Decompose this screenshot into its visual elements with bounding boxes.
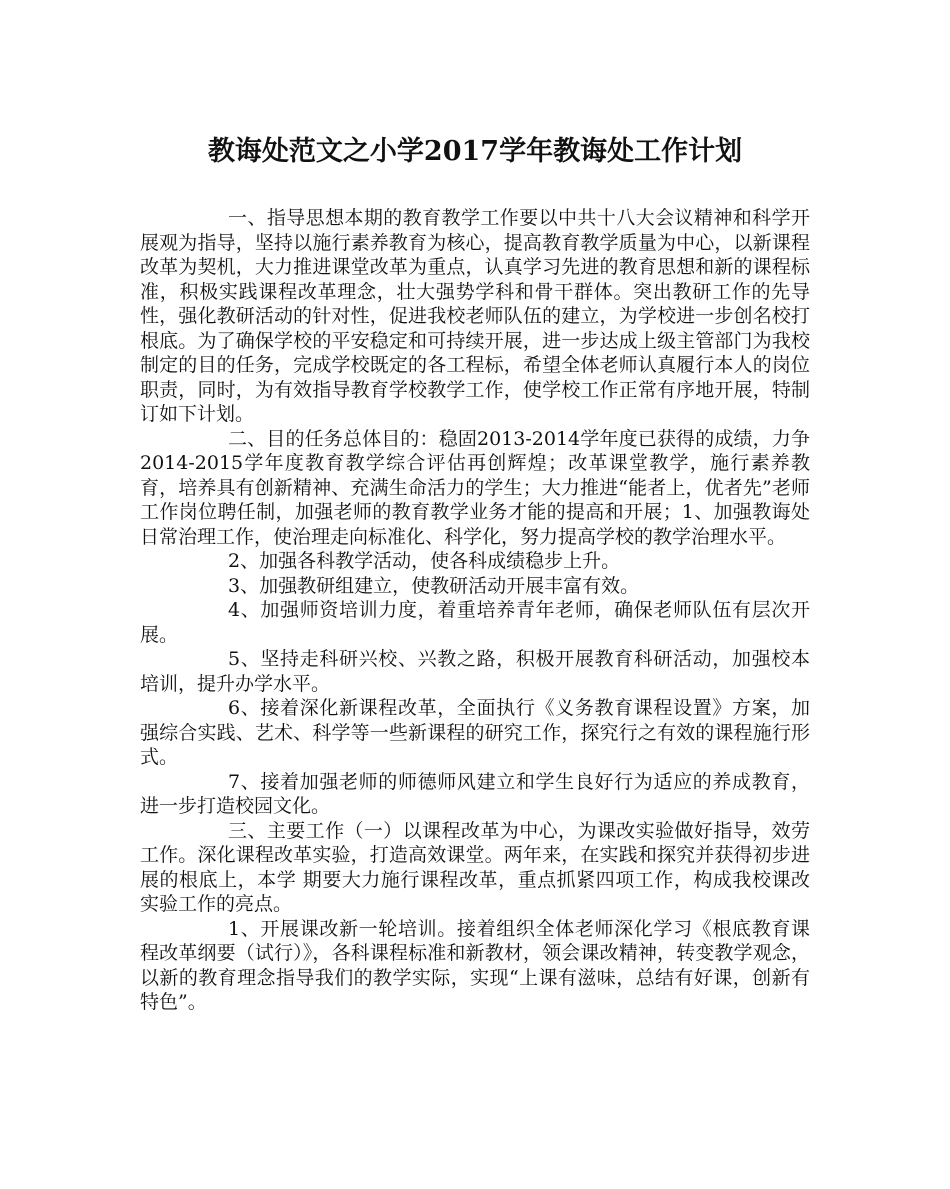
paragraph-main-work: 三、主要工作（一）以课程改革为中心，为课改实验做好指导，效劳工作。深化课程改革实验，打造高效课堂。两年来，在实践和探究并获得初步进展的根底上，本学 期要大力施行课程改革，重点抓紧四项工作，构成我校课改实验工作的亮点。: [140, 819, 810, 915]
paragraph-item-2: 2、加强各科教学活动，使各科成绩稳步上升。: [228, 550, 621, 572]
paragraph-item-5: 5、坚持走科研兴校、兴教之路，积极开展教育科研活动，加强校本培训，提升办学水平。: [140, 648, 810, 695]
paragraph-training: 1、开展课改新一轮培训。接着组织全体老师深化学习《根底教育课程改革纲要（试行）》，各科课程标准和新教材，领会课改精神，转变教学观念，以新的教育理念指导我们的教学实际，实现“上课有滋味，总结有好课，创新有特色”。: [140, 917, 810, 1013]
paragraph-item-4: 4、加强师资培训力度，着重培养青年老师，确保老师队伍有层次开展。: [140, 599, 810, 646]
paragraph-item-3: 3、加强教研组建立，使教研活动开展丰富有效。: [228, 574, 640, 597]
paragraph-guiding-ideology: 一、指导思想本期的教育教学工作要以中共十八大会议精神和科学开展观为指导，坚持以施行素养教育为核心，提高教育教学质量为中心，以新课程改革为契机，大力推进课堂改革为重点，认真学习先进的教育思想和新的课程标准，积极实践课程改革理念，壮大强势学科和骨干群体。突出教研工作的先导性，强化教研活动的针对性，促进我校老师队伍的建立，为学校进一步创名校打根底。为了确保学校的平安稳定和可持续开展，进一步达成上级主管部门为我校制定的目的任务，完成学校既定的各工程标，希望全体老师认真履行本人的岗位职责，同时，为有效指导教育学校教学工作，使学校工作正常有序地开展，特制订如下计划。: [140, 207, 810, 425]
paragraph-goals: 二、目的任务总体目的：稳固2013-2014学年度已获得的成绩，力争2014-2015学年度教育教学综合评估再创辉煌；改革课堂教学，施行素养教育，培养具有创新精神、充满生命活力的学生；大力推进“能者上，优者先”老师工作岗位聘任制，加强老师的教育教学业务才能的提高和开展；1、加强教诲处日常治理工作，使治理走向标准化、科学化，努力提高学校的教学治理水平。: [140, 427, 810, 548]
paragraph-item-7: 7、接着加强老师的师德师风建立和学生良好行为适应的养成教育，进一步打造校园文化。: [140, 770, 810, 817]
document-title: 教诲处范文之小学2017学年教诲处工作计划: [207, 136, 743, 167]
paragraph-item-6: 6、接着深化新课程改革，全面执行《义务教育课程设置》方案，加强综合实践、艺术、科学等一些新课程的研究工作，探究行之有效的课程施行形式。: [140, 697, 810, 768]
document-body: [140, 206, 810, 1015]
